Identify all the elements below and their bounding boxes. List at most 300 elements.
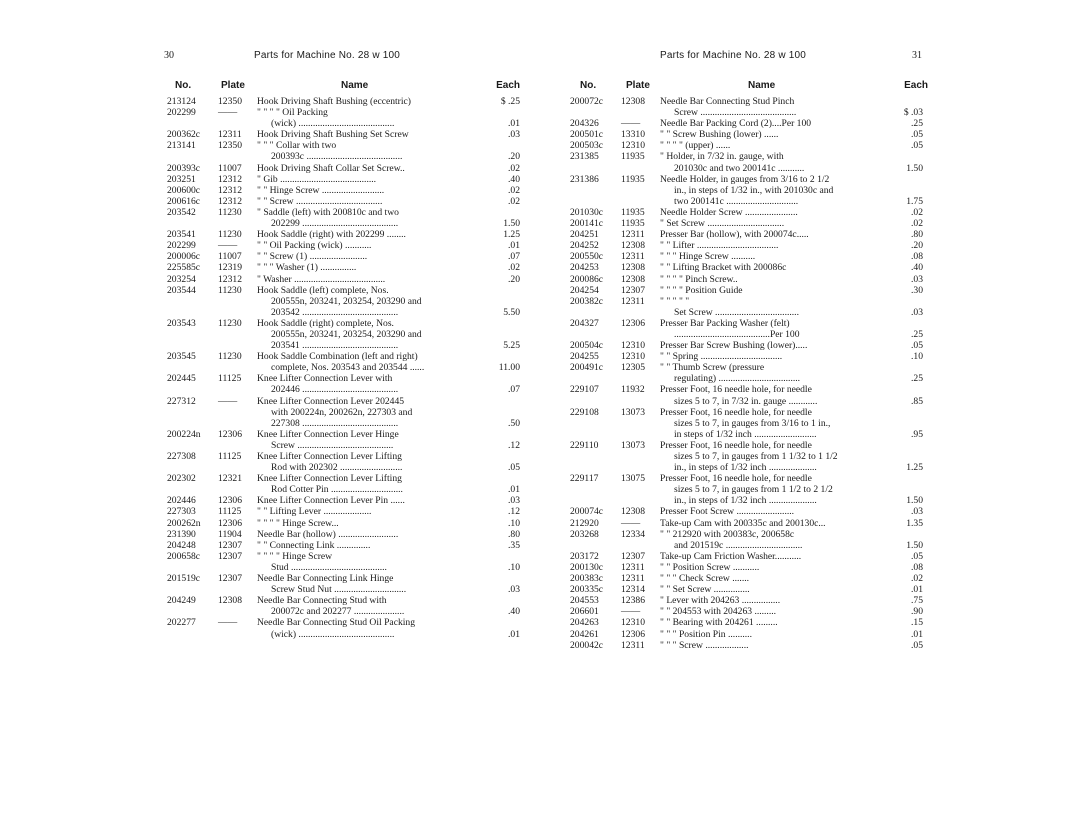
table-row: [570, 495, 923, 506]
column-name: Name: [341, 80, 369, 91]
table-row: [167, 240, 520, 251]
plate-number: 12307: [218, 573, 242, 585]
unit-price: .02: [508, 195, 520, 207]
part-name: Hook Driving Shaft Bushing (eccentric): [257, 96, 411, 107]
plate-number: 12307: [621, 550, 645, 562]
unit-price: .25: [911, 118, 923, 130]
table-row: [570, 174, 923, 185]
table-row: [167, 473, 520, 484]
part-number: 200072c: [570, 96, 604, 107]
unit-price: .07: [508, 251, 520, 263]
part-number: 200504c: [570, 340, 604, 352]
unit-price: $ .03: [903, 107, 923, 119]
unit-price: 5.50: [503, 306, 520, 318]
part-number: 200006c: [167, 251, 201, 263]
table-row: [167, 129, 520, 140]
part-number: 225585c: [167, 262, 201, 274]
unit-price: .02: [911, 573, 923, 585]
table-row: [167, 218, 520, 229]
plate-number: 13073: [621, 406, 645, 418]
table-row: [167, 118, 520, 129]
table-row: [167, 529, 520, 540]
unit-price: .90: [911, 606, 923, 618]
part-name: Needle Bar Connecting Link Hinge: [257, 573, 394, 585]
unit-price: .02: [508, 262, 520, 274]
table-row: [167, 229, 520, 240]
unit-price: .01: [508, 240, 520, 252]
part-name: Needle Bar Connecting Stud with: [257, 595, 387, 607]
part-name: sizes 5 to 7, in gauges from 3/16 to 1 in.,: [674, 417, 831, 429]
part-number: 227312: [167, 395, 196, 407]
part-name: Knee Lifter Connection Lever Lifting: [257, 473, 402, 485]
part-name: " " Screw ....................................: [257, 195, 383, 207]
part-name: two 200141c ..............................: [674, 195, 799, 207]
table-row: [570, 229, 923, 240]
plate-number: 12311: [621, 229, 645, 241]
part-name: 202446 ........................................: [271, 384, 399, 396]
plate-number: 12334: [621, 528, 645, 540]
part-number: 203172: [570, 550, 599, 562]
plate-number: 12306: [218, 517, 242, 529]
table-row: [167, 551, 520, 562]
table-row: [167, 351, 520, 362]
unit-price: .05: [911, 639, 923, 651]
part-number: 200141c: [570, 218, 604, 230]
part-number: 203254: [167, 273, 196, 285]
table-row: [167, 484, 520, 495]
part-number: 204255: [570, 351, 599, 363]
part-name: Knee Lifter Connection Lever 202445: [257, 395, 405, 407]
plate-number: 11230: [218, 206, 242, 218]
table-row: [570, 373, 923, 384]
plate-number: 12306: [621, 317, 645, 329]
plate-number: 12308: [621, 262, 645, 274]
table-row: [570, 473, 923, 484]
unit-price: .05: [508, 462, 520, 474]
plate-number: 11932: [621, 384, 645, 396]
table-row: [570, 218, 923, 229]
part-name: in., in steps of 1/32 in., with 201030c and: [674, 184, 834, 196]
unit-price: 1.25: [503, 229, 520, 241]
column-each: Each: [904, 80, 928, 91]
table-row: [570, 362, 923, 373]
part-number: 200262n: [167, 517, 201, 529]
table-row: [167, 451, 520, 462]
plate-number: 12311: [621, 573, 645, 585]
plate-number: 12310: [621, 340, 645, 352]
table-row: [167, 606, 520, 617]
part-number: 202446: [167, 495, 196, 507]
plate-number: 12386: [621, 595, 645, 607]
part-name: " " " Position Pin ..........: [660, 628, 752, 640]
unit-price: .07: [508, 384, 520, 396]
unit-price: .01: [911, 628, 923, 640]
plate-number: ——: [218, 240, 238, 252]
plate-number: 12308: [621, 506, 645, 518]
part-number: 229108: [570, 406, 599, 418]
unit-price: .30: [911, 284, 923, 296]
part-number: 200503c: [570, 140, 604, 152]
part-name: " " " " Pinch Screw..: [660, 273, 738, 285]
unit-price: .03: [911, 306, 923, 318]
plate-number: 11230: [218, 351, 242, 363]
part-number: 203541: [167, 229, 196, 241]
column-plate: Plate: [626, 80, 650, 91]
unit-price: .08: [911, 251, 923, 263]
part-name: Knee Lifter Connection Lever Lifting: [257, 451, 402, 462]
unit-price: .02: [911, 218, 923, 230]
column-no: No.: [580, 80, 597, 91]
table-row: [570, 484, 923, 495]
part-name: (wick) ........................................: [271, 628, 395, 640]
part-name: regulating) ..................................: [674, 373, 801, 385]
part-name: sizes 5 to 7, in 7/32 in. gauge ............: [674, 395, 818, 407]
part-number: 204249: [167, 595, 196, 607]
table-row: [167, 429, 520, 440]
table-row: [167, 440, 520, 451]
plate-number: 11125: [218, 506, 242, 518]
table-row: [570, 196, 923, 207]
part-number: 204248: [167, 539, 196, 551]
plate-number: ——: [621, 118, 641, 130]
table-row: [570, 185, 923, 196]
running-head: Parts for Machine No. 28 w 100: [254, 50, 401, 61]
table-row: [167, 617, 520, 628]
part-number: 202445: [167, 373, 196, 385]
part-name: (wick) ........................................: [271, 118, 395, 130]
part-name: " Holder, in 7/32 in. gauge, with: [660, 151, 784, 163]
plate-number: 12319: [218, 262, 242, 274]
plate-number: 12311: [621, 251, 645, 263]
table-row: [167, 262, 520, 273]
table-row: [167, 196, 520, 207]
plate-number: 11007: [218, 251, 242, 263]
part-number: 204252: [570, 240, 599, 252]
part-number: 200086c: [570, 273, 604, 285]
table-row: [570, 318, 923, 329]
plate-number: 12310: [621, 617, 645, 629]
part-name: " Washer ......................................: [257, 273, 386, 285]
part-name: 200072c and 202277 .....................: [271, 606, 405, 618]
unit-price: .12: [508, 439, 520, 451]
plate-number: 11935: [621, 206, 645, 218]
part-name: " " " Collar with two: [257, 140, 337, 152]
unit-price: 5.25: [503, 340, 520, 352]
plate-number: 12312: [218, 184, 242, 196]
part-name: and 201519c ................................: [674, 539, 803, 551]
part-name: " " Lifting Bracket with 200086c: [660, 262, 787, 274]
right-page: [540, 0, 1080, 834]
unit-price: .12: [508, 506, 520, 518]
unit-price: .10: [508, 517, 520, 529]
table-row: [167, 518, 520, 529]
part-name: " " Screw Bushing (lower) ......: [660, 129, 779, 141]
part-name: " " Hinge Screw ..........................: [257, 184, 385, 196]
plate-number: 11935: [621, 173, 645, 185]
unit-price: .80: [508, 528, 520, 540]
part-name: Needle Bar (hollow) .........................: [257, 528, 399, 540]
part-name: Hook Saddle (right) complete, Nos.: [257, 317, 394, 329]
part-number: 203268: [570, 528, 599, 540]
part-name: Hook Driving Shaft Bushing Set Screw: [257, 129, 409, 141]
plate-number: 12312: [218, 273, 242, 285]
plate-number: 12311: [621, 295, 645, 307]
plate-number: 13073: [621, 439, 645, 451]
part-name: Presser Bar Packing Washer (felt): [660, 317, 790, 329]
part-name: 200393c ........................................: [271, 151, 403, 163]
part-name: Needle Bar Connecting Stud Pinch: [660, 96, 795, 107]
parts-table: [167, 96, 520, 640]
part-name: Presser Foot, 16 needle hole, for needle: [660, 473, 812, 485]
part-number: 204254: [570, 284, 599, 296]
table-row: [167, 396, 520, 407]
table-row: [167, 340, 520, 351]
part-name: " " Lifter ..................................: [660, 240, 779, 252]
part-name: Knee Lifter Connection Lever Pin ......: [257, 495, 405, 507]
unit-price: 1.50: [906, 495, 923, 507]
unit-price: .02: [508, 162, 520, 174]
table-row: [570, 418, 923, 429]
table-row: [167, 562, 520, 573]
unit-price: 1.35: [906, 517, 923, 529]
unit-price: .20: [508, 273, 520, 285]
part-name: Presser Foot, 16 needle hole, for needle: [660, 384, 812, 396]
part-name: Hook Driving Shaft Collar Set Screw..: [257, 162, 405, 174]
part-number: 200383c: [570, 573, 604, 585]
part-name: complete, Nos. 203543 and 203544 ......: [271, 362, 425, 374]
plate-number: 12310: [621, 140, 645, 152]
unit-price: 11.00: [498, 362, 520, 374]
plate-number: ——: [218, 107, 238, 119]
part-number: 200335c: [570, 584, 604, 596]
part-name: Screw ........................................: [271, 439, 394, 451]
table-row: [570, 384, 923, 395]
part-number: 212920: [570, 517, 599, 529]
part-number: 227303: [167, 506, 196, 518]
unit-price: 1.50: [906, 539, 923, 551]
part-number: 200224n: [167, 428, 201, 440]
table-row: [167, 462, 520, 473]
part-number: 231385: [570, 151, 599, 163]
part-name: with 200224n, 200262n, 227303 and: [271, 406, 413, 418]
part-number: 229107: [570, 384, 599, 396]
plate-number: 13075: [621, 473, 645, 485]
unit-price: .95: [911, 428, 923, 440]
part-name: Presser Foot Screw ........................: [660, 506, 795, 518]
table-row: [570, 606, 923, 617]
table-row: [570, 151, 923, 162]
plate-number: 12314: [621, 584, 645, 596]
table-row: [167, 274, 520, 285]
table-row: [570, 451, 923, 462]
part-name: 202299 ........................................: [271, 218, 399, 230]
part-number: 229110: [570, 439, 599, 451]
table-row: [167, 373, 520, 384]
table-row: [167, 362, 520, 373]
part-number: 203542: [167, 206, 196, 218]
table-row: [570, 129, 923, 140]
part-number: 200600c: [167, 184, 201, 196]
table-row: [570, 351, 923, 362]
table-row: [167, 207, 520, 218]
unit-price: .35: [508, 539, 520, 551]
table-row: [570, 296, 923, 307]
unit-price: .40: [911, 262, 923, 274]
unit-price: .40: [508, 173, 520, 185]
plate-number: 12308: [621, 240, 645, 252]
part-name: " " Oil Packing (wick) ...........: [257, 240, 372, 252]
part-number: 203543: [167, 317, 196, 329]
part-name: " " Screw (1) ........................: [257, 251, 368, 263]
plate-number: 12308: [621, 273, 645, 285]
unit-price: .01: [911, 584, 923, 596]
part-name: " " " " Hinge Screw: [257, 550, 333, 562]
table-row: [570, 529, 923, 540]
part-name: Rod Cotter Pin ..............................: [271, 484, 403, 496]
table-row: [167, 285, 520, 296]
plate-number: 11230: [218, 317, 242, 329]
part-name: " " Set Screw ...............: [660, 584, 750, 596]
unit-price: .80: [911, 229, 923, 241]
plate-number: 11230: [218, 229, 242, 241]
plate-number: 12311: [218, 129, 242, 141]
plate-number: 11230: [218, 284, 242, 296]
part-name: " Set Screw ................................: [660, 218, 785, 230]
part-name: in., in steps of 1/32 inch ....................: [674, 462, 817, 474]
part-name: " " Lifting Lever ....................: [257, 506, 372, 518]
table-row: [167, 96, 520, 107]
table-row: [167, 307, 520, 318]
part-name: Presser Foot, 16 needle hole, for needle: [660, 406, 812, 418]
part-name: " " Position Screw ...........: [660, 561, 760, 573]
part-name: Screw Stud Nut ..............................: [271, 584, 407, 596]
plate-number: 12312: [218, 195, 242, 207]
table-row: [167, 140, 520, 151]
part-number: 200042c: [570, 639, 604, 651]
part-number: 213141: [167, 140, 196, 152]
part-name: " " " Screw ..................: [660, 639, 749, 651]
part-name: in steps of 1/32 inch ..........................: [674, 428, 817, 440]
part-number: 202299: [167, 107, 196, 119]
plate-number: 12307: [218, 550, 242, 562]
part-number: 204261: [570, 628, 599, 640]
part-name: Hook Saddle Combination (left and right): [257, 351, 418, 363]
table-row: [570, 407, 923, 418]
part-name: Hook Saddle (right) with 202299 ........: [257, 229, 406, 241]
part-number: 204553: [570, 595, 599, 607]
table-row: [570, 440, 923, 451]
page-number: 30: [164, 50, 174, 61]
table-row: [167, 407, 520, 418]
part-number: 204326: [570, 118, 599, 130]
plate-number: 12308: [218, 595, 242, 607]
table-row: [570, 251, 923, 262]
part-number: 201030c: [570, 206, 604, 218]
part-name: Knee Lifter Connection Lever with: [257, 373, 393, 385]
table-row: [570, 562, 923, 573]
table-row: [570, 629, 923, 640]
part-name: Needle Bar Packing Cord (2)....Per 100: [660, 118, 812, 130]
plate-number: 11935: [621, 151, 645, 163]
unit-price: 1.75: [906, 195, 923, 207]
unit-price: 1.50: [906, 162, 923, 174]
part-name: " " " " Oil Packing: [257, 107, 328, 119]
plate-number: 11007: [218, 162, 242, 174]
unit-price: .03: [911, 506, 923, 518]
unit-price: .03: [508, 584, 520, 596]
unit-price: .05: [911, 140, 923, 152]
part-name: 200555n, 203241, 203254, 203290 and: [271, 328, 422, 340]
part-number: 204327: [570, 317, 599, 329]
part-number: 203545: [167, 351, 196, 363]
unit-price: .01: [508, 628, 520, 640]
unit-price: .15: [911, 617, 923, 629]
table-row: [570, 551, 923, 562]
part-number: 204253: [570, 262, 599, 274]
part-number: 200393c: [167, 162, 201, 174]
part-number: 200491c: [570, 362, 604, 374]
page-number: 31: [912, 50, 922, 61]
unit-price: .75: [911, 595, 923, 607]
part-name: Take-up Cam Friction Washer...........: [660, 550, 802, 562]
part-name: 200555n, 203241, 203254, 203290 and: [271, 295, 422, 307]
unit-price: .20: [508, 151, 520, 163]
part-number: 200501c: [570, 129, 604, 141]
part-number: 200550c: [570, 251, 604, 263]
part-name: Presser Bar Screw Bushing (lower).....: [660, 340, 808, 352]
part-name: " " Bearing with 204261 .........: [660, 617, 778, 629]
column-each: Each: [496, 80, 520, 91]
unit-price: .03: [508, 495, 520, 507]
table-row: [167, 318, 520, 329]
part-name: Screw ........................................: [674, 107, 797, 119]
table-row: [570, 96, 923, 107]
plate-number: 11125: [218, 451, 242, 462]
column-name: Name: [748, 80, 776, 91]
plate-number: 12308: [621, 96, 645, 107]
part-name: " " Connecting Link ..............: [257, 539, 371, 551]
unit-price: .02: [911, 206, 923, 218]
plate-number: ——: [218, 395, 238, 407]
table-row: [167, 329, 520, 340]
plate-number: 11904: [218, 528, 242, 540]
unit-price: $ .25: [500, 96, 520, 107]
plate-number: 11125: [218, 373, 242, 385]
plate-number: 12310: [621, 351, 645, 363]
part-number: 202299: [167, 240, 196, 252]
part-number: 213124: [167, 96, 196, 107]
part-name: 203542 ........................................: [271, 306, 399, 318]
table-row: [570, 262, 923, 273]
part-number: 231390: [167, 528, 196, 540]
table-row: [167, 584, 520, 595]
table-row: [570, 274, 923, 285]
plate-number: 13310: [621, 129, 645, 141]
part-name: " " " Washer (1) ...............: [257, 262, 357, 274]
table-row: [167, 185, 520, 196]
table-row: [570, 329, 923, 340]
part-name: " " " Check Screw .......: [660, 573, 750, 585]
unit-price: .03: [911, 273, 923, 285]
table-row: [570, 396, 923, 407]
table-row: [570, 595, 923, 606]
plate-number: 12306: [621, 628, 645, 640]
table-row: [570, 518, 923, 529]
part-name: " " " Hinge Screw ..........: [660, 251, 756, 263]
table-row: [570, 540, 923, 551]
unit-price: .05: [911, 550, 923, 562]
part-number: 203251: [167, 173, 196, 185]
